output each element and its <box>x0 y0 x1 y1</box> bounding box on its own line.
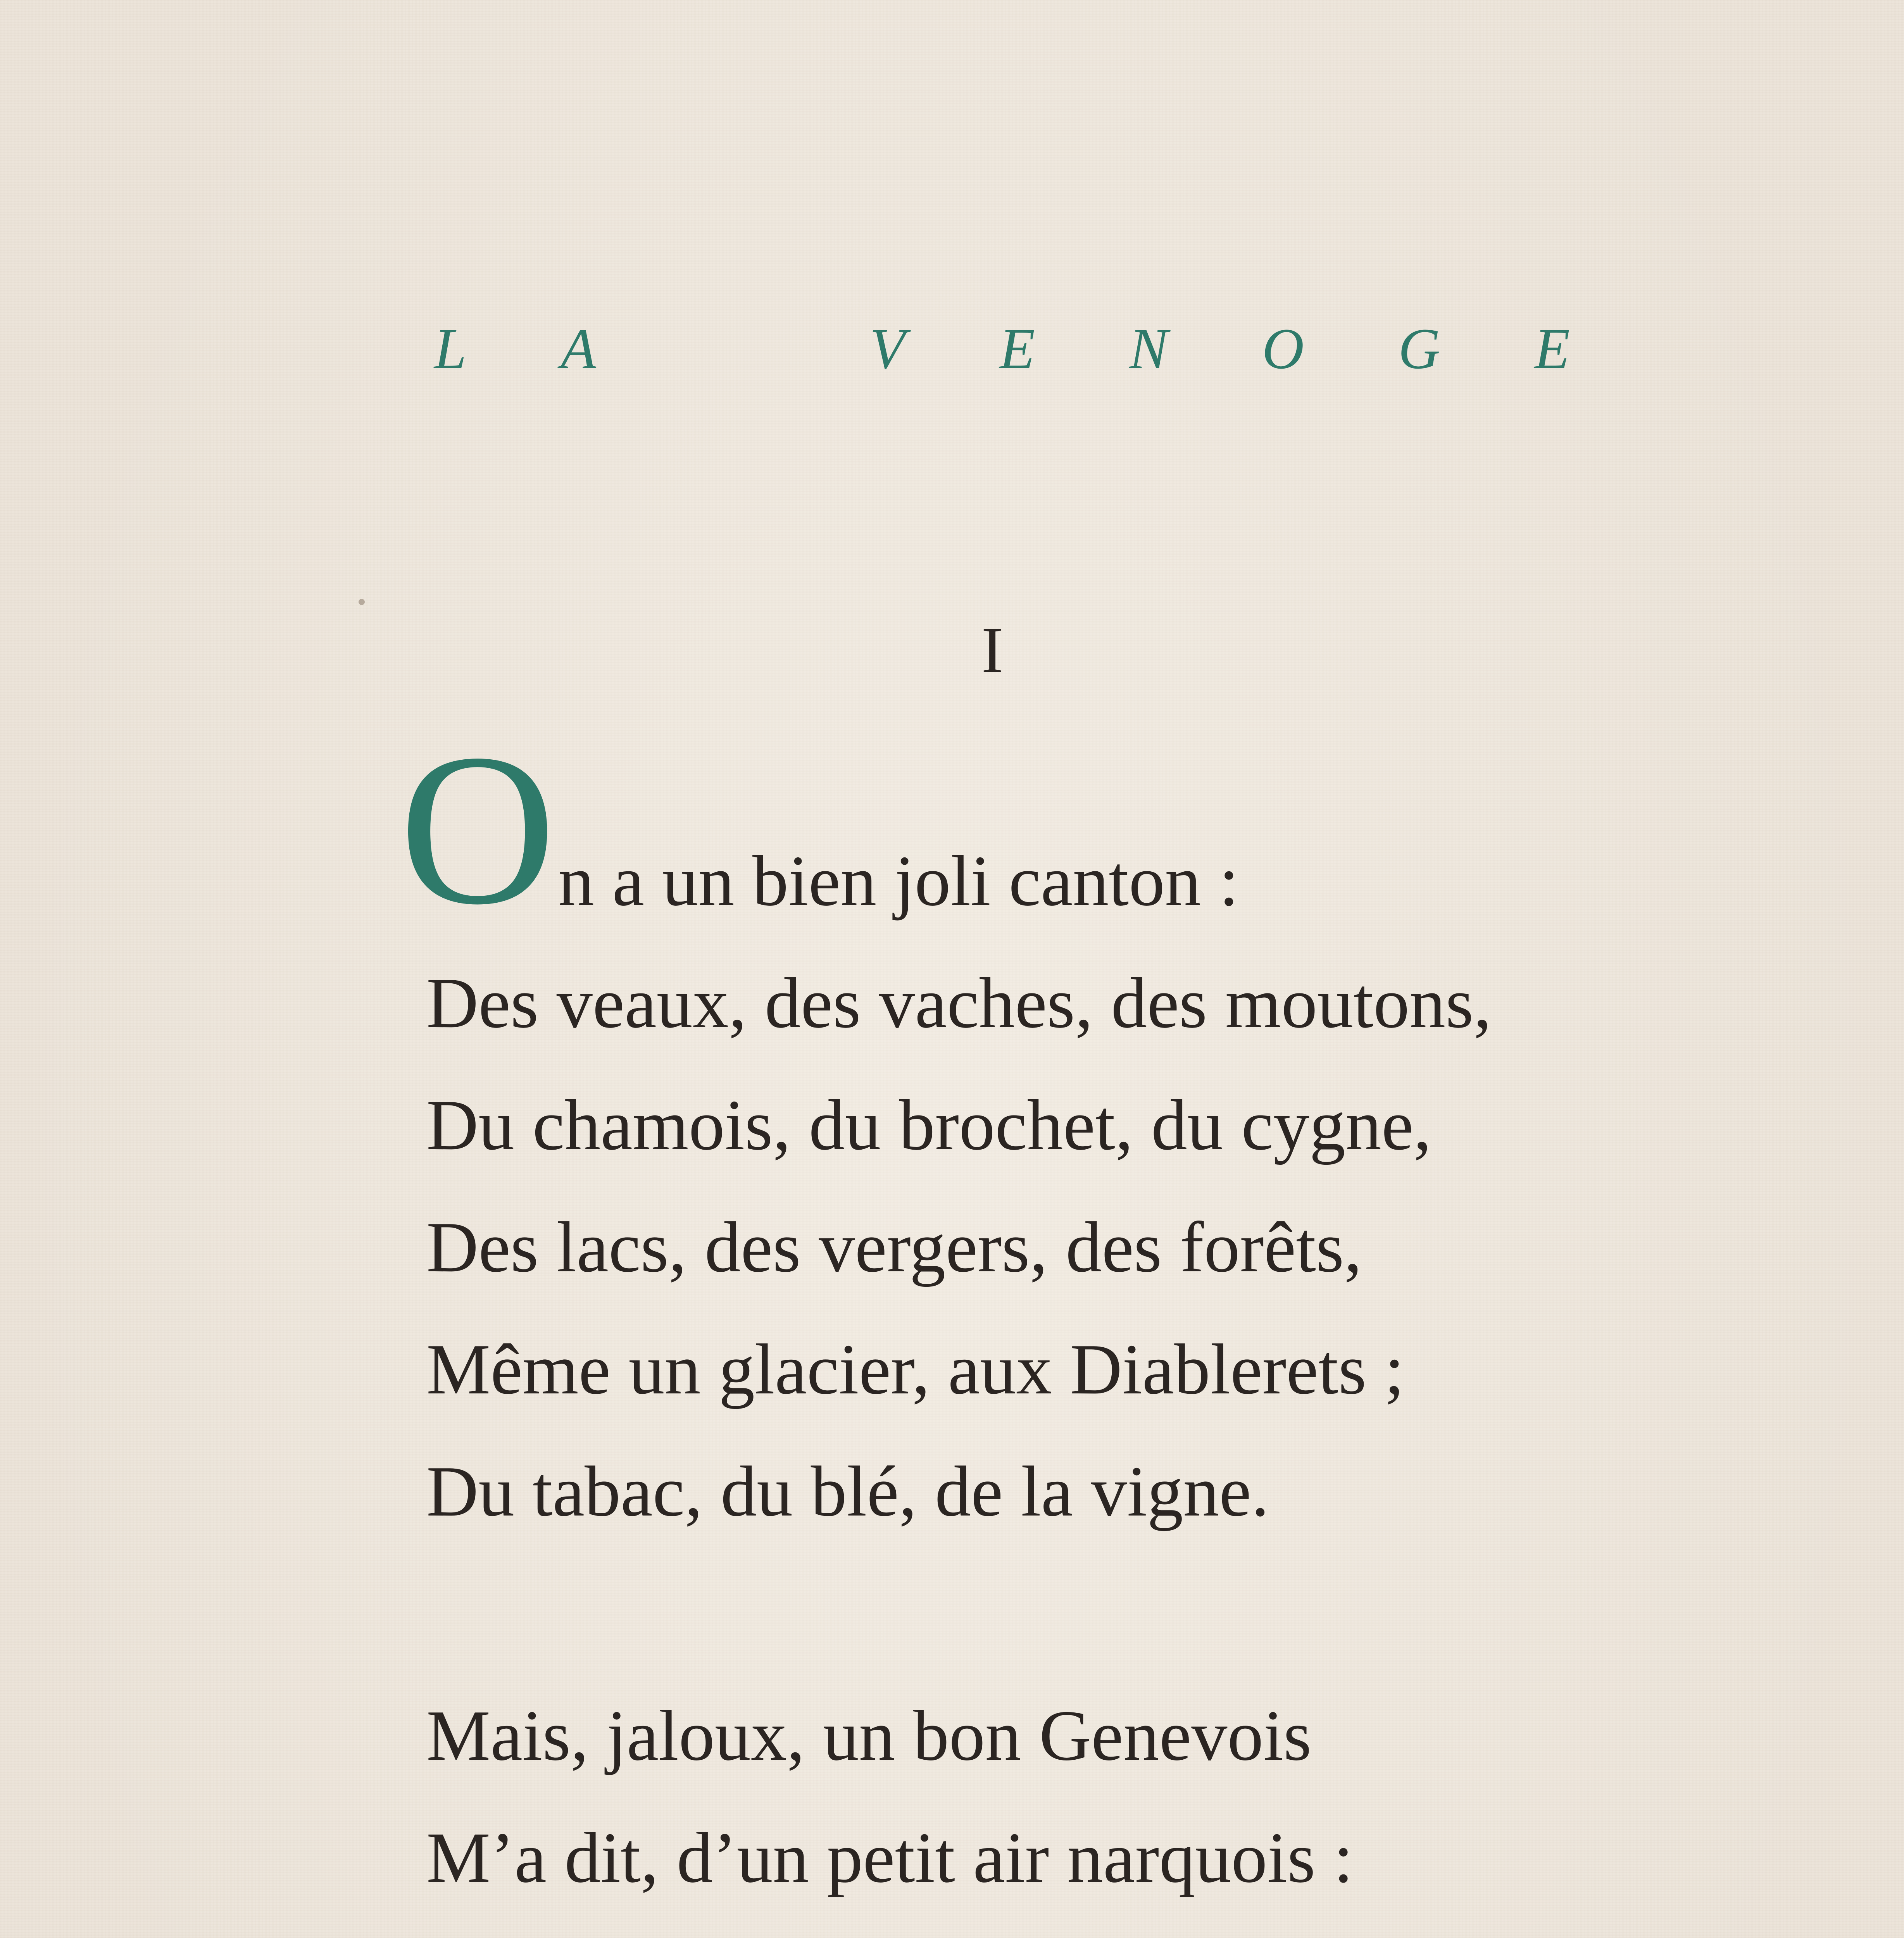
poem-line: Du chamois, du brochet, du cygne, <box>426 1085 1432 1165</box>
title-letter: A <box>561 317 596 381</box>
title-letter: E <box>1534 317 1570 381</box>
poem-line: n a un bien joli canton : <box>558 841 1239 921</box>
running-title <box>434 318 1570 380</box>
title-letter: E <box>999 317 1035 381</box>
poem-line: Des lacs, des vergers, des forêts, <box>426 1207 1362 1287</box>
title-letter: N <box>1129 317 1168 381</box>
drop-capital: O <box>399 709 556 950</box>
poem-line: Du tabac, du blé, de la vigne. <box>426 1452 1269 1531</box>
poem-line: Mais, jaloux, un bon Genevois <box>426 1696 1312 1776</box>
poem-line: Des veaux, des vaches, des moutons, <box>426 963 1492 1043</box>
title-letter: V <box>869 317 905 381</box>
title-letter: L <box>434 317 467 381</box>
poem-line: Même un glacier, aux Diablerets ; <box>426 1329 1405 1409</box>
title-letter: O <box>1262 317 1304 381</box>
paper-speck <box>359 599 365 605</box>
section-number: I <box>981 614 1004 686</box>
title-letter: G <box>1398 317 1440 381</box>
poem-line: M’a dit, d’un petit air narquois : <box>426 1818 1354 1898</box>
